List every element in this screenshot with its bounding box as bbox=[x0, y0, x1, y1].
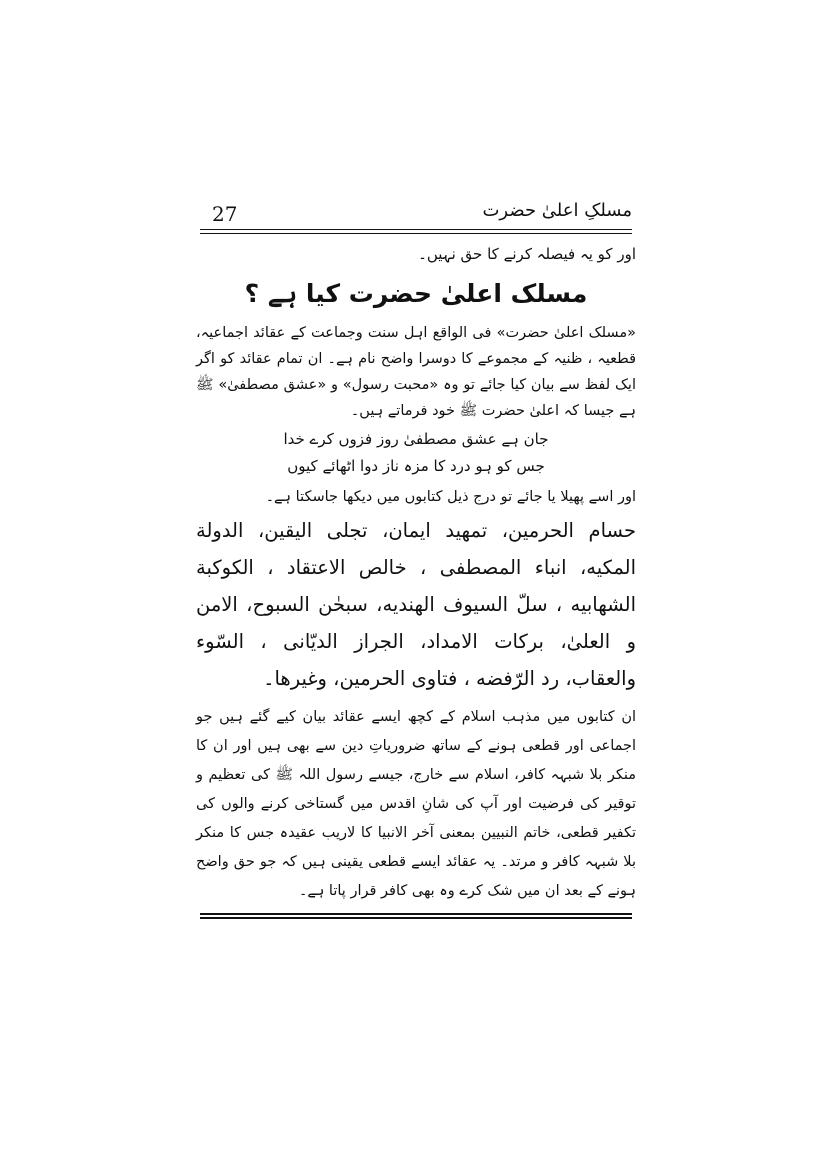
poem-line-2: جس کو ہو درد کا مزہ ناز دوا اٹھائے کیوں bbox=[287, 457, 545, 475]
page-header bbox=[200, 200, 632, 230]
intro-line: اور کو یہ فیصلہ کرنے کا حق نہیں۔ bbox=[418, 245, 636, 263]
page-number: 27 bbox=[212, 202, 238, 226]
poem-line-1: جان ہے عشق مصطفیٰ روز فزوں کرے خدا bbox=[283, 430, 549, 448]
book-list: حسام الحرمين، تمهيد ايمان، تجلى اليقين، الدولة المكيه، انباء المصطفى ، خالص الاعتقاد ، الكوكبة الشهابيه ، سلّ السيوف الهنديه، سبحٰن السبوح، الامن و العلىٰ، بركات الامداد، الجراز الديّانى ، السّوء والعقاب، رد الرّفضه ، فتاوى الحرمين، وغيرها۔ bbox=[196, 519, 636, 690]
page-body bbox=[196, 236, 636, 906]
paragraph-3: ان کتابوں میں مذہب اسلام کے کچھ ایسے عقائد بیان کیے گئے ہیں جو اجماعی اور قطعی ہونے کے ساتھ ضروریاتِ دین سے بھی ہیں اور ان کا منکر بلا شبہہ کافر، اسلام سے خارج، جیسے رسول اللہ ﷺ کی تعظیم و توقیر کی فرضیت اور آپ کی شانِ اقدس میں گستاخی کرنے والوں کی تکفیر قطعی، خاتم النبیین بمعنی آخر الانبیا کا لاریب عقیدہ جس کا منکر بلا شبہہ کافر و مرتد۔ یہ عقائد ایسے قطعی یقینی ہیں کہ جو حق واضح ہونے کے بعد ان میں شک کرے وہ بھی کافر قرار پاتا ہے۔ bbox=[196, 709, 636, 899]
running-title: مسلکِ اعلیٰ حضرت bbox=[482, 200, 632, 221]
header-rule bbox=[200, 229, 632, 234]
paragraph-1: «مسلک اعلیٰ حضرت» فی الواقع اہل سنت وجماعت کے عقائد اجماعیہ، قطعیہ ، ظنیہ کے مجموعے کا دوسرا واضح نام ہے۔ ان تمام عقائد کو اگر ایک لفظ سے بیان کیا جائے تو وہ «محبت رسول» و «عشق مصطفیٰ» ﷺ ہے جیسا کہ اعلیٰ حضرت ﷺ خود فرماتے ہیں۔ bbox=[196, 325, 636, 419]
footer-rule bbox=[200, 913, 632, 919]
poem-couplet bbox=[196, 426, 636, 480]
paragraph-2: اور اسے پھیلا یا جائے تو درج ذیل کتابوں میں دیکھا جاسکتا ہے۔ bbox=[265, 489, 636, 505]
section-heading: مسلک اعلیٰ حضرت کیا ہے ؟ bbox=[244, 279, 588, 308]
